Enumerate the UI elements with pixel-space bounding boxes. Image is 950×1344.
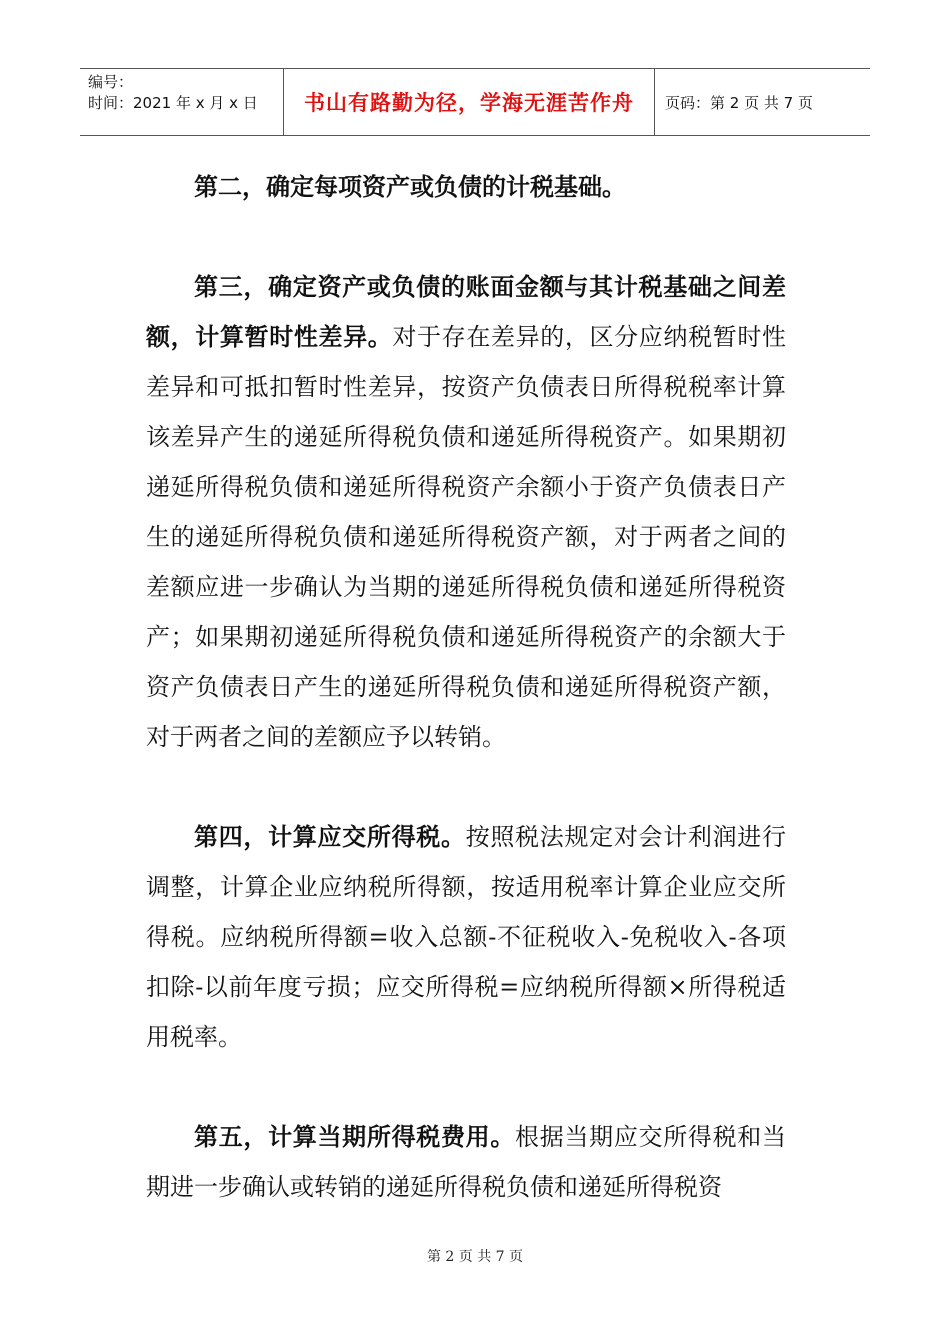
paragraph-heading: 第三，确定资产或负债的账面金额与其计税基础之间差额，计算暂时性差异。 [146, 273, 786, 351]
header-motto: 书山有路勤为径，学海无涯苦作舟 [283, 69, 655, 135]
header-meta [80, 69, 283, 135]
header-page-code: 页码：第 2 页 共 7 页 [665, 93, 813, 112]
paragraph-2 [146, 162, 786, 212]
page-footer: 第 2 页 共 7 页 [426, 1249, 524, 1265]
paragraph-heading: 第二，确定每项资产或负债的计税基础。 [194, 173, 626, 201]
paragraph-text: 按照税法规定对会计利润进行调整，计算企业应纳税所得额，按适用税率计算企业应交所得税。应纳税所得额=收入总额-不征税收入-免税收入-各项扣除-以前年度亏损；应交所得税=应纳税所得额×所得税适用税率。 [146, 823, 787, 1051]
document-body [146, 162, 786, 1262]
document-number-label: 编号： [88, 73, 134, 91]
paragraph-3 [146, 262, 786, 762]
paragraph-5 [146, 1112, 786, 1212]
paragraph-text: 对于存在差异的，区分应纳税暂时性差异和可抵扣暂时性差异，按资产负债表日所得税税率计算该差异产生的递延所得税负债和递延所得税资产。如果期初递延所得税负债和递延所得税资产余额小于资产负债表日产生的递延所得税负债和递延所得税资产额，对于两者之间的差额应进一步确认为当期的递延所得税负债和递延所得税资产；如果期初递延所得税负债和递延所得税资产的余额大于资产负债表日产生的递延所得税负债和递延所得税资产额，对于两者之间的差额应予以转销。 [146, 323, 787, 751]
paragraph-4 [146, 812, 786, 1062]
page-header [80, 68, 870, 136]
paragraph-text: 根据当期应交所得税和当期进一步确认或转销的递延所得税负债和递延所得税资 [146, 1123, 787, 1201]
document-date-label: 时间：2021 年 x 月 x 日 [88, 94, 258, 112]
paragraph-heading: 第五，计算当期所得税费用。 [194, 1123, 516, 1151]
paragraph-heading: 第四，计算应交所得税。 [194, 823, 466, 851]
